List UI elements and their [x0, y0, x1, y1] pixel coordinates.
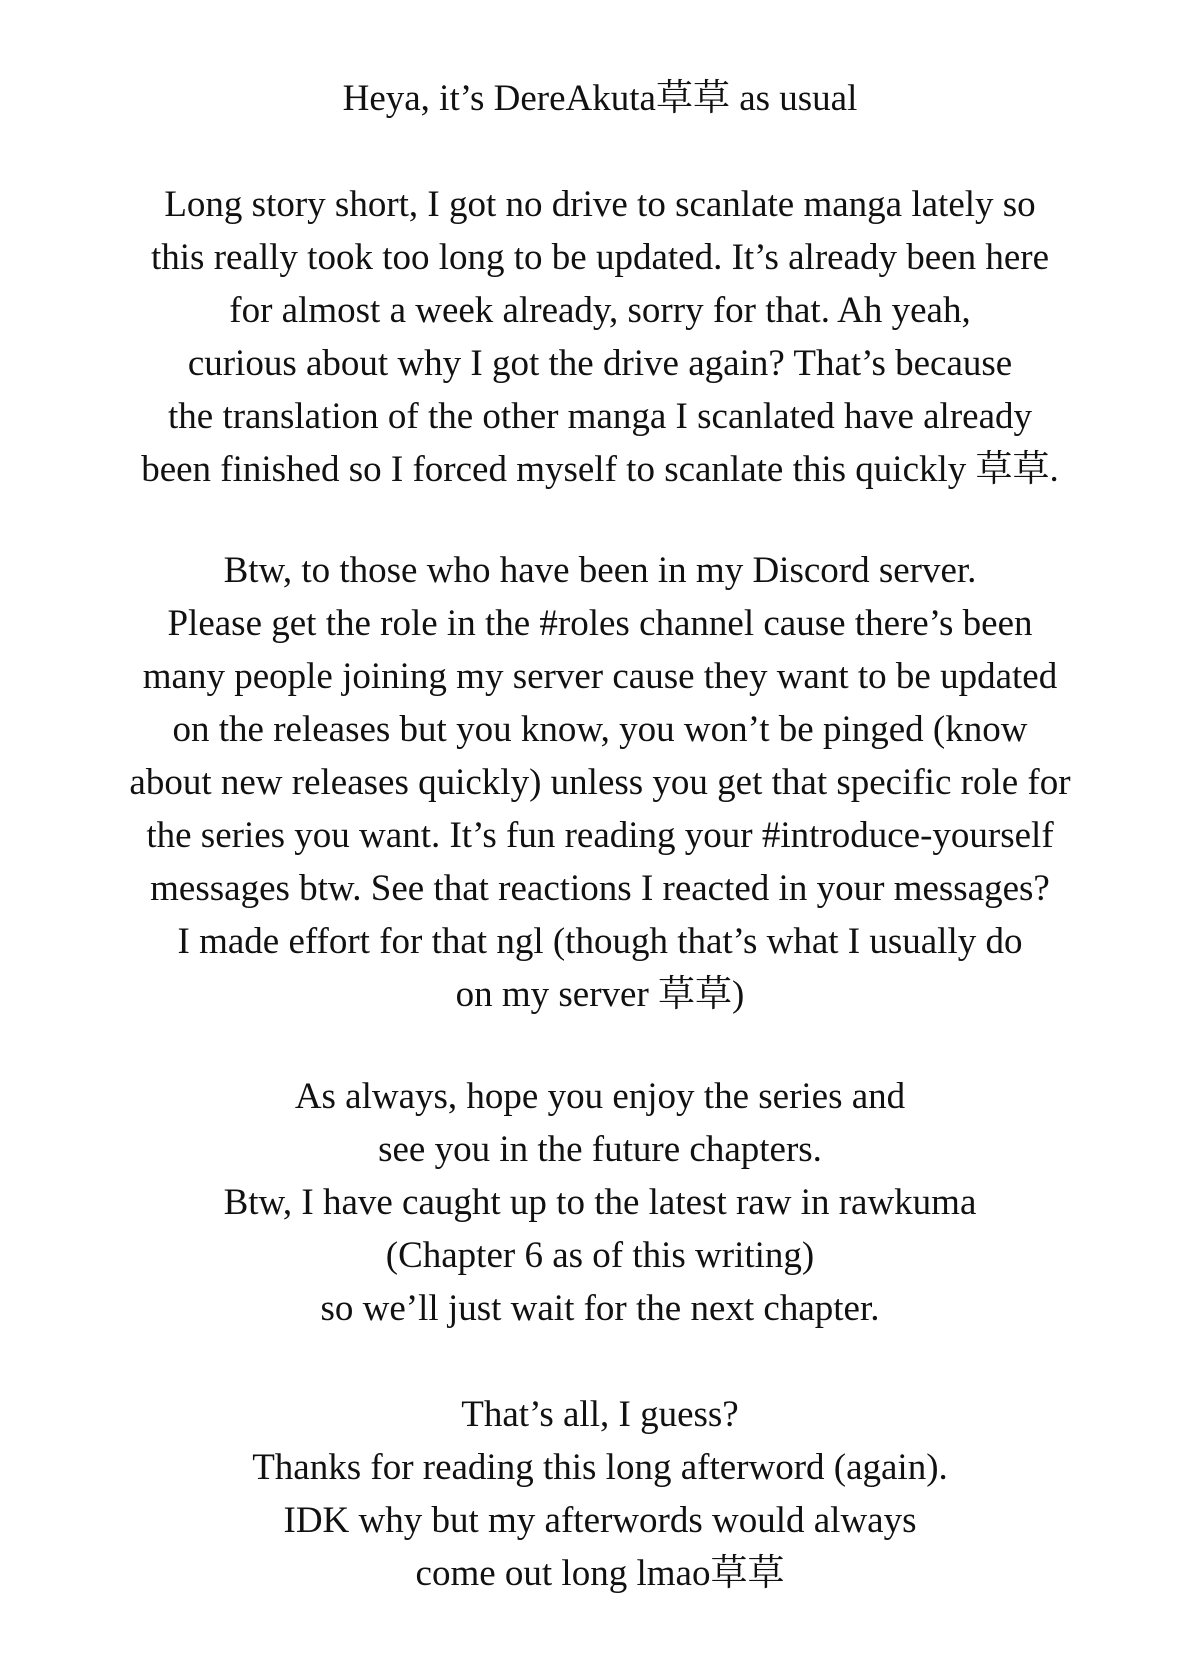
text-line: (Chapter 6 as of this writing) [385, 1235, 815, 1276]
text-line: curious about why I got the drive again? That’s because [187, 343, 1013, 384]
text-line: been finished so I forced myself to scanlate this quickly 草草. [141, 449, 1059, 490]
text-line: this really took too long to be updated. It’s already been here [150, 237, 1049, 278]
text-line: messages btw. See that reactions I reacted in your messages? [150, 868, 1050, 909]
text-line: on the releases but you know, you won’t be pinged (know [172, 709, 1028, 750]
text-line: on my server 草草) [455, 974, 745, 1015]
paragraph-drive [0, 178, 1200, 496]
text-line: I made effort for that ngl (though that’s what I usually do [177, 921, 1023, 962]
greeting-line [0, 72, 1200, 125]
text-line: Long story short, I got no drive to scanlate manga lately so [164, 184, 1036, 225]
text-line: for almost a week already, sorry for that. Ah yeah, [229, 290, 971, 331]
text-line: IDK why but my afterwords would always [283, 1500, 917, 1541]
text-line: see you in the future chapters. [378, 1129, 822, 1170]
text-line: Btw, to those who have been in my Discord server. [223, 550, 977, 591]
text-line: come out long lmao草草 [415, 1553, 785, 1594]
paragraph-discord [0, 544, 1200, 1021]
text-line: the translation of the other manga I scanlated have already [168, 396, 1032, 437]
text-line: Thanks for reading this long afterword (again). [252, 1447, 948, 1488]
paragraph-enjoy [0, 1070, 1200, 1335]
text-line: Btw, I have caught up to the latest raw in rawkuma [223, 1182, 977, 1223]
text-line: the series you want. It’s fun reading your #introduce-yourself [146, 815, 1054, 856]
paragraph-closing [0, 1388, 1200, 1600]
text-line: about new releases quickly) unless you get that specific role for [129, 762, 1071, 803]
text-line: Please get the role in the #roles channel cause there’s been [167, 603, 1033, 644]
text-line: As always, hope you enjoy the series and [294, 1076, 906, 1117]
text-line: many people joining my server cause they want to be updated [142, 656, 1058, 697]
text-line: That’s all, I guess? [461, 1394, 739, 1435]
text-line: so we’ll just wait for the next chapter. [320, 1288, 880, 1329]
text-line: Heya, it’s DereAkuta草草 as usual [342, 78, 858, 119]
